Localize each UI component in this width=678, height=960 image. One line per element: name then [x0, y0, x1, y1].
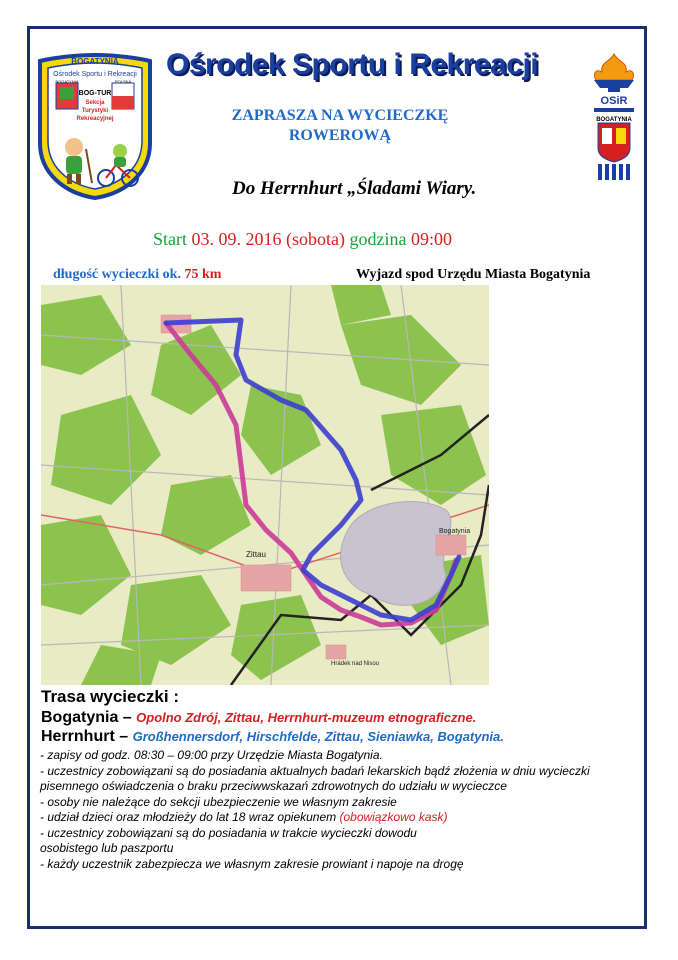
note-item: - osoby nie należące do sekcji ubezpieczenie we własnym zakresie — [40, 794, 397, 809]
osir-crest-text: BOGATYNIA — [596, 117, 632, 123]
start-time: 09:00 — [410, 229, 452, 249]
route-line-herrnhurt — [41, 728, 504, 746]
logo-club-line3: Turystyki — [81, 108, 109, 114]
note-item: - każdy uczestnik zabezpiecza we własnym zakresie prowiant i napoje na drogę — [40, 856, 464, 871]
note-item: - uczestnicy zobowiązani są do posiadania aktualnych badań lekarskich bądź złożenia w dniu wycieczki — [40, 763, 590, 778]
flame-icon — [594, 54, 633, 80]
start-time-label: godzina — [349, 229, 407, 249]
distance-label: długość wycieczki ok. — [53, 267, 181, 282]
invitation-text — [190, 106, 490, 146]
note-item: - zapisy od godz. 08:30 – 09:00 przy Urzędzie Miasta Bogatynia. — [40, 748, 383, 762]
note-helmet-required: (obowiązkowo kask) — [339, 810, 448, 824]
note-children-text: - udział dzieci oraz młodzieży do lat 18 wraz opiekunem — [40, 810, 340, 824]
logo-badge-left: BOGATYNIA — [55, 79, 79, 84]
distance-value: 75 km — [184, 267, 222, 282]
logo-ring-text: Ośrodek Sportu i Rekreacji — [53, 71, 137, 78]
map-label-bogatynia: Bogatynia — [439, 528, 471, 535]
note-item-children — [40, 810, 620, 826]
trip-distance — [53, 267, 221, 283]
route-stops-outbound: Opolno Zdrój, Zittau, Herrnhurt-muzeum etnograficzne. — [136, 710, 477, 725]
logo-club-line2: Sekcja — [85, 100, 105, 106]
map-label-zittau: Zittau — [246, 550, 267, 559]
note-item: pisemnego oświadczenia o braku przeciwwskazań zdrowotnych do udziału w wycieczce — [40, 779, 507, 793]
osir-label: OSiR — [600, 95, 628, 107]
logo-club-name: BOG-TUR — [78, 90, 112, 97]
page-title: Ośrodek Sportu i Rekreacji — [166, 48, 539, 81]
route-map — [41, 285, 489, 685]
note-item: - uczestnicy zobowiązani są do posiadania w trakcie wycieczki dowodu — [40, 825, 417, 840]
map-label-hradek: Hrádek nad Nisou — [331, 661, 380, 667]
route-title: Trasa wycieczki : — [41, 687, 179, 706]
trip-notes — [40, 748, 620, 872]
note-item: osobistego lub paszportu — [40, 841, 174, 855]
route-start-bogatynia: Bogatynia – — [41, 709, 132, 726]
start-date: 03. 09. 2016 (sobota) — [191, 229, 345, 249]
logo-badge-right: POLSKA — [114, 79, 132, 84]
bogatynia-club-logo — [36, 53, 154, 200]
start-label: Start — [153, 229, 187, 249]
trip-destination: Do Herrnhurt „Śladami Wiary. — [232, 178, 477, 199]
invitation-line-2: ROWEROWĄ — [288, 127, 392, 144]
route-start-herrnhurt: Herrnhurt – — [41, 728, 129, 745]
start-info — [153, 229, 452, 250]
logo-club-line4: Rekreacyjnej — [76, 116, 114, 122]
route-line-bogatynia — [41, 709, 476, 727]
logo-top-text: BOGATYNIA — [71, 57, 119, 66]
route-stops-return: Großhennersdorf, Hirschfelde, Zittau, Sieniawka, Bogatynia. — [132, 729, 504, 744]
departure-place: Wyjazd spod Urzędu Miasta Bogatynia — [356, 267, 591, 282]
invitation-line-1: ZAPRASZA NA WYCIECZKĘ — [231, 107, 449, 124]
osir-logo — [588, 52, 640, 180]
